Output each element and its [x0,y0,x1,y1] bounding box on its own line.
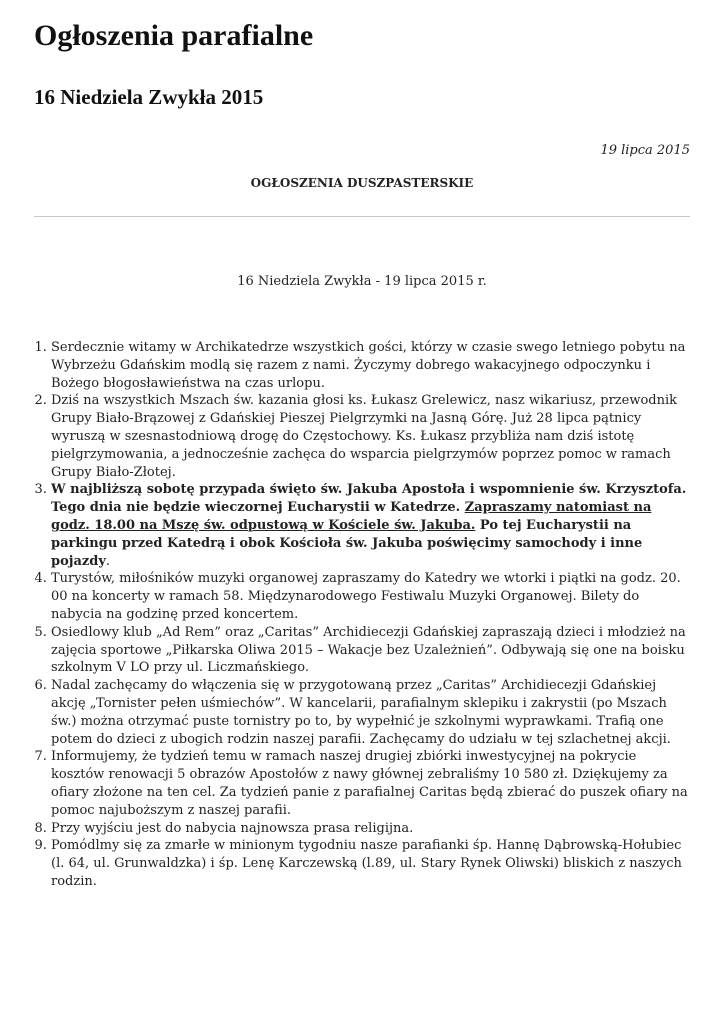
document-page [34,16,690,891]
list-item: 5. Osiedlowy klub „Ad Rem” oraz „Caritas” Archidiecezji Gdańskiej zapraszają dzieci i młodzież na zajęcia sportowe „Piłkarska Oliwa 2015 – Wakacje bez Uzależnień”. Odbywają się one na boisku szkolnym V LO przy ul. Liczmańskiego. [51,624,690,677]
page-subtitle-heading: 16 Niedziela Zwykła 2015 [34,85,264,109]
list-item [51,481,690,570]
announcements-list [34,339,690,891]
divider [34,216,690,217]
list-item: 4. Turystów, miłośników muzyki organowej zapraszamy do Katedry we wtorki i piątki na godz. 20. 00 na koncerty w ramach 58. Międzynarodowego Festiwalu Muzyki Organowej. Bilety do nabycia na godzinę przed koncertem. [51,570,690,623]
list-item: 7. Informujemy, że tydzień temu w ramach naszej drugiej zbiórki inwestycyjnej na pokrycie kosztów renowacji 5 obrazów Apostołów z nawy głównej zebraliśmy 10 580 zł. Dziękujemy za ofiary złożone na ten cel. Za tydzień panie z parafialnej Caritas będą zbierać do puszek ofiary na pomoc najuboższym z naszej parafii. [51,748,690,819]
bold-text: W najbliższą sobotę przypada święto św. Jakuba Apostoła i wspomnienie św. Krzysztofa. Tego dnia nie będzie wieczornej Eucharystii w Katedrze. [51,482,687,516]
bold-text: Po tej Eucharystii na parkingu przed Katedrą i obok Kościoła św. Jakuba poświęcimy samochody i inne pojazdy [51,517,643,569]
intro-line: 16 Niedziela Zwykła - 19 lipca 2015 r. [237,274,487,289]
publication-date: 19 lipca 2015 [600,143,690,158]
page-title: Ogłoszenia parafialne [34,19,314,52]
underlined-bold-text: Zapraszamy natomiast na godz. 18.00 na Mszę św. odpustową w Kościele św. Jakuba. [51,500,652,533]
section-title: OGŁOSZENIA DUSZPASTERSKIE [250,176,474,190]
list-item: 6. Nadal zachęcamy do włączenia się w przygotowaną przez „Caritas” Archidiecezji Gdańskiej akcję „Tornister pełen uśmiechów”. W kancelarii, parafialnym sklepiku i zakrystii (po Mszach św.) można otrzymać puste tornistry po to, by wypełnić je szkolnymi wyprawkami. Trafią one potem do dzieci z ubogich rodzin naszej parafii. Zachęcamy do udziału w tej szlachetnej akcji. [51,677,690,748]
list-item: 1. Serdecznie witamy w Archikatedrze wszystkich gości, którzy w czasie swego letniego pobytu na Wybrzeżu Gdańskim modlą się razem z nami. Życzymy dobrego wakacyjnego odpoczynku i Bożego błogosławieństwa na czas urlopu. [51,339,690,392]
sentence-end: . [105,553,111,569]
list-item: 8. Przy wyjściu jest do nabycia najnowsza prasa religijna. [51,820,690,838]
list-item: 9. Pomódlmy się za zmarłe w minionym tygodniu nasze parafianki śp. Hannę Dąbrowską-Hołubiec (l. 64, ul. Grunwaldzka) i śp. Lenę Karczewską (l.89, ul. Stary Rynek Oliwski) bliskich z naszych rodzin. [51,837,690,890]
list-item: 2. Dziś na wszystkich Mszach św. kazania głosi ks. Łukasz Grelewicz, nasz wikariusz, przewodnik Grupy Biało-Brązowej z Gdańskiej Pieszej Pielgrzymki na Jasną Górę. Już 28 lipca pątnicy wyruszą w szesnastodniową drogę do Częstochowy. Ks. Łukasz przybliża nam dziś istotę pielgrzymowania, a jednocześnie zachęca do wsparcia pielgrzymów poprzez pomoc w ramach Grupy Biało-Złotej. [51,392,690,481]
